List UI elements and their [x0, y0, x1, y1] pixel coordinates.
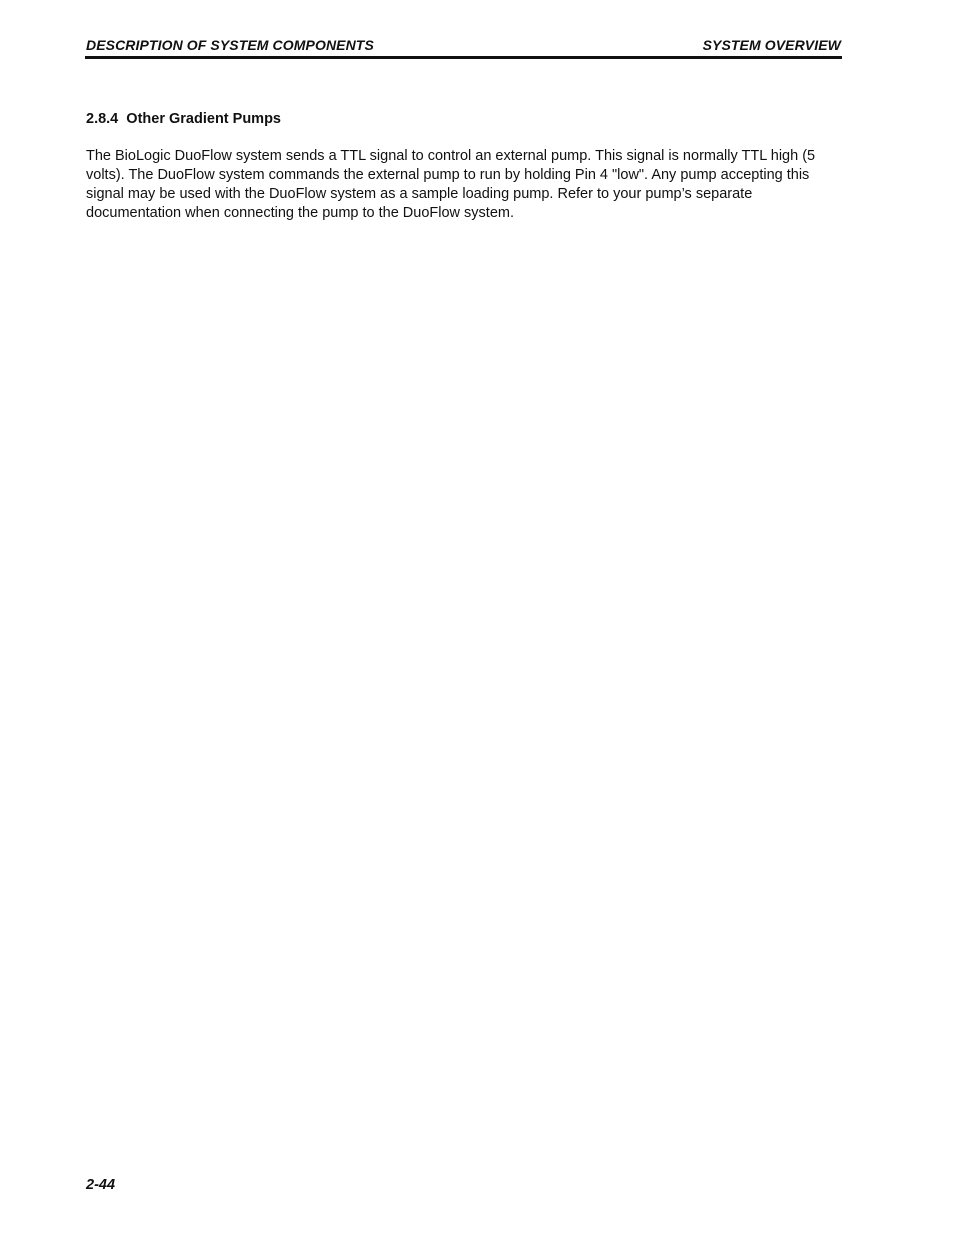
- section-heading: 2.8.4 Other Gradient Pumps: [86, 111, 281, 127]
- body-paragraph: The BioLogic DuoFlow system sends a TTL signal to control an external pump. This signal is normally TTL high (5 volts). The DuoFlow system commands the external pump to run by holding Pin 4 "low". Any pump accepting this signal may be used with the DuoFlow system as a sample loading pump. Refer to your pump’s separate documentation when connecting the pump to the DuoFlow system.: [86, 148, 816, 221]
- header-chapter-title: DESCRIPTION OF SYSTEM COMPONENTS: [86, 37, 374, 53]
- page-number: 2-44: [86, 1177, 116, 1193]
- page-header: [85, 36, 842, 59]
- header-section-title: SYSTEM OVERVIEW: [702, 37, 841, 53]
